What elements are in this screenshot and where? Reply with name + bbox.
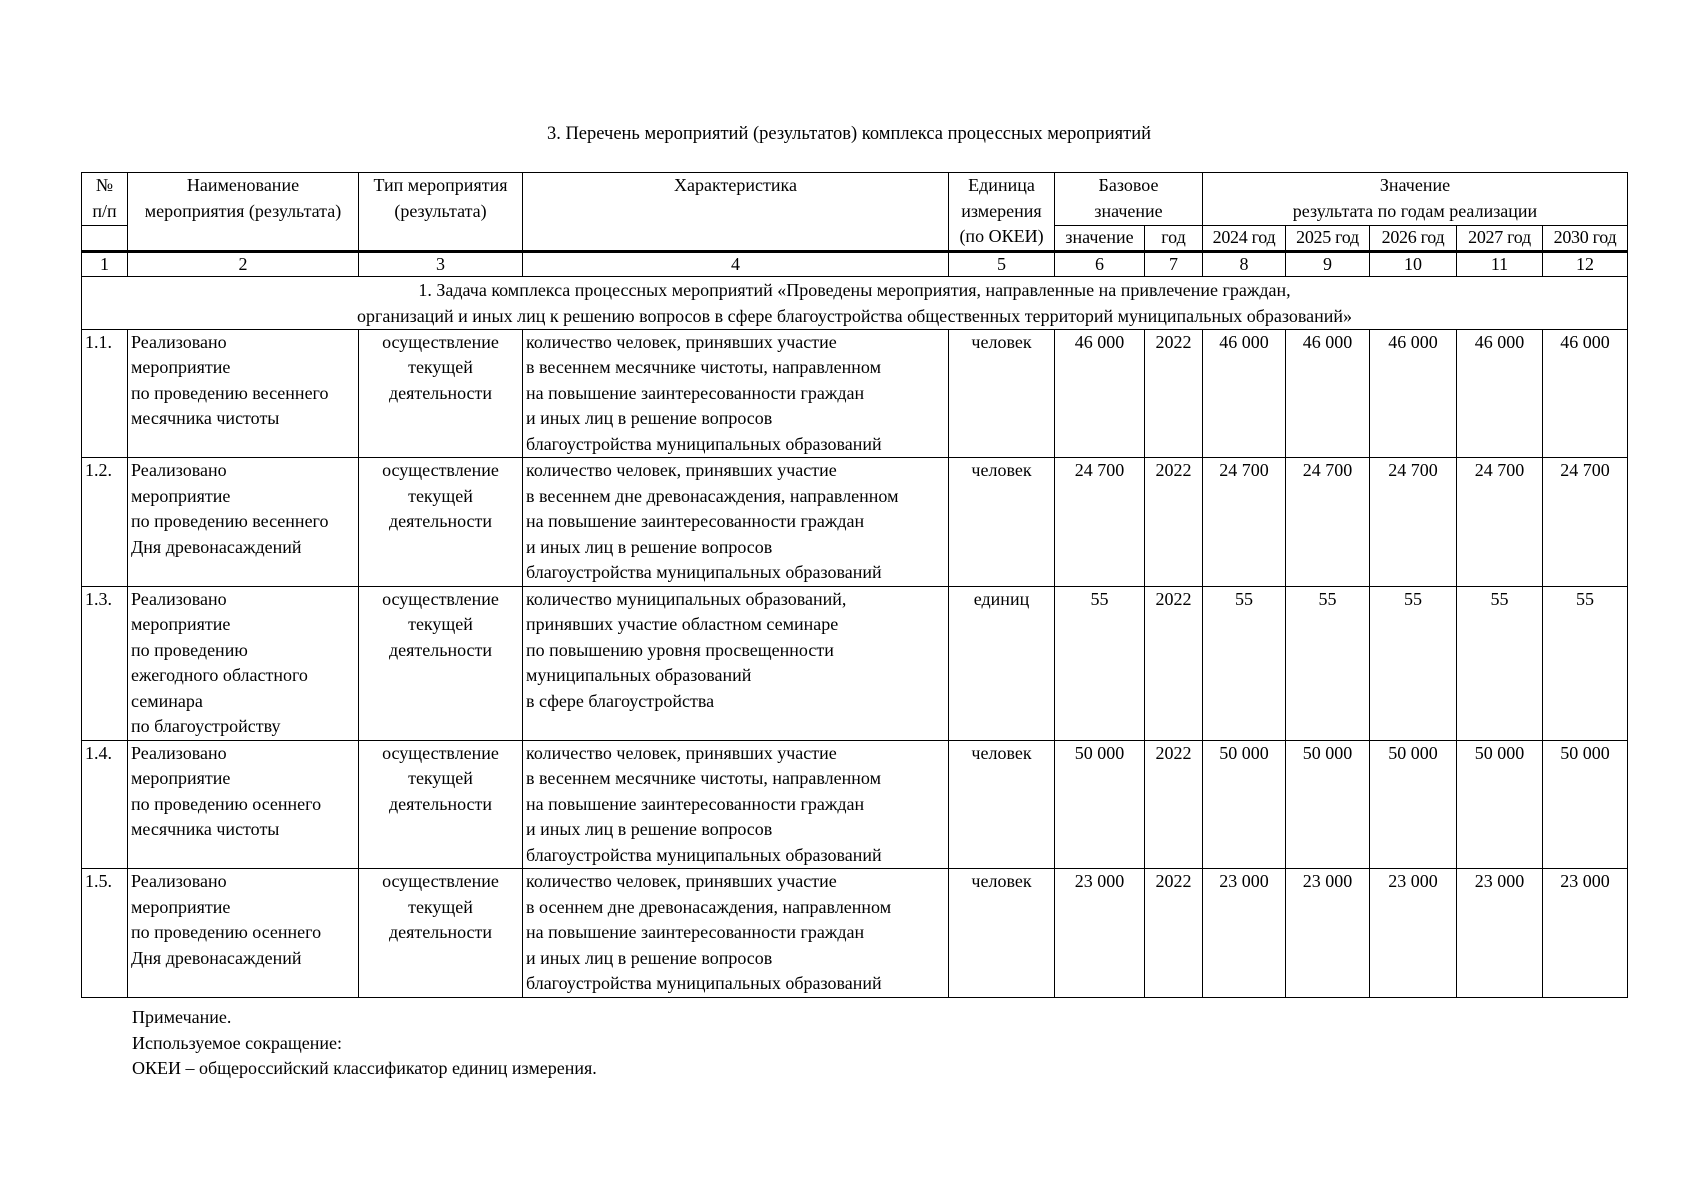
table-row bbox=[82, 740, 1628, 869]
row-value-2030: 46 000 bbox=[1543, 329, 1628, 458]
row-type: осуществление текущей деятельности bbox=[359, 329, 523, 458]
row-base-value: 50 000 bbox=[1055, 740, 1145, 869]
row-name: Реализовано мероприятие по проведению ежегодного областного семинара по благоустройству bbox=[128, 586, 359, 740]
row-base-year: 2022 bbox=[1145, 329, 1203, 458]
activities-table bbox=[81, 172, 1628, 998]
row-no: 1.2. bbox=[82, 458, 128, 587]
row-value-2024: 46 000 bbox=[1203, 329, 1286, 458]
row-value-2025: 55 bbox=[1286, 586, 1370, 740]
note-heading: Примечание. bbox=[132, 1007, 232, 1027]
row-value-2024: 55 bbox=[1203, 586, 1286, 740]
column-number: 10 bbox=[1370, 251, 1457, 276]
row-value-2030: 50 000 bbox=[1543, 740, 1628, 869]
page-title: 3. Перечень мероприятий (результатов) комплекса процессных мероприятий bbox=[546, 124, 1152, 144]
row-type: осуществление текущей деятельности bbox=[359, 740, 523, 869]
column-number: 4 bbox=[523, 251, 949, 276]
row-unit: человек bbox=[949, 329, 1055, 458]
row-value-2024: 50 000 bbox=[1203, 740, 1286, 869]
table-header bbox=[82, 173, 1628, 252]
row-no: 1.3. bbox=[82, 586, 128, 740]
row-characteristic: количество человек, принявших участие в весеннем дне древонасаждения, направленном на повышение заинтересованности граждан и иных лиц в решение вопросов благоустройства муниципальных образований bbox=[523, 458, 949, 587]
column-number: 11 bbox=[1457, 251, 1543, 276]
row-value-2030: 24 700 bbox=[1543, 458, 1628, 587]
column-number-row bbox=[82, 251, 1628, 276]
header-unit: Единица измерения (по ОКЕИ) bbox=[949, 173, 1055, 252]
row-base-year: 2022 bbox=[1145, 869, 1203, 998]
column-number: 1 bbox=[82, 251, 128, 276]
row-value-2025: 23 000 bbox=[1286, 869, 1370, 998]
row-no: 1.1. bbox=[82, 329, 128, 458]
row-base-year: 2022 bbox=[1145, 740, 1203, 869]
column-number: 2 bbox=[128, 251, 359, 276]
row-name: Реализовано мероприятие по проведению осеннего месячника чистоты bbox=[128, 740, 359, 869]
row-value-2024: 23 000 bbox=[1203, 869, 1286, 998]
row-unit: единиц bbox=[949, 586, 1055, 740]
row-value-2025: 50 000 bbox=[1286, 740, 1370, 869]
header-year-2027: 2027 год bbox=[1457, 226, 1543, 252]
row-no: 1.4. bbox=[82, 740, 128, 869]
row-characteristic: количество человек, принявших участие в весеннем месячнике чистоты, направленном на повышение заинтересованности граждан и иных лиц в решение вопросов благоустройства муниципальных образований bbox=[523, 740, 949, 869]
header-year-2030: 2030 год bbox=[1543, 226, 1628, 252]
row-characteristic: количество человек, принявших участие в весеннем месячнике чистоты, направленном на повышение заинтересованности граждан и иных лиц в решение вопросов благоустройства муниципальных образований bbox=[523, 329, 949, 458]
header-year-2026: 2026 год bbox=[1370, 226, 1457, 252]
row-base-value: 55 bbox=[1055, 586, 1145, 740]
column-number: 3 bbox=[359, 251, 523, 276]
header-year-2025: 2025 год bbox=[1286, 226, 1370, 252]
column-number: 8 bbox=[1203, 251, 1286, 276]
row-value-2026: 46 000 bbox=[1370, 329, 1457, 458]
row-value-2024: 24 700 bbox=[1203, 458, 1286, 587]
column-number: 12 bbox=[1543, 251, 1628, 276]
row-value-2026: 24 700 bbox=[1370, 458, 1457, 587]
column-number: 6 bbox=[1055, 251, 1145, 276]
table-row bbox=[82, 586, 1628, 740]
header-base: Базовое значение bbox=[1055, 173, 1203, 226]
row-base-value: 23 000 bbox=[1055, 869, 1145, 998]
row-name: Реализовано мероприятие по проведению весеннего месячника чистоты bbox=[128, 329, 359, 458]
row-value-2027: 23 000 bbox=[1457, 869, 1543, 998]
header-characteristic: Характеристика bbox=[523, 173, 949, 252]
row-base-value: 24 700 bbox=[1055, 458, 1145, 587]
row-unit: человек bbox=[949, 740, 1055, 869]
row-value-2027: 46 000 bbox=[1457, 329, 1543, 458]
header-year-2024: 2024 год bbox=[1203, 226, 1286, 252]
column-number: 7 bbox=[1145, 251, 1203, 276]
row-base-year: 2022 bbox=[1145, 586, 1203, 740]
row-unit: человек bbox=[949, 458, 1055, 587]
row-value-2030: 23 000 bbox=[1543, 869, 1628, 998]
task-title: 1. Задача комплекса процессных мероприятий «Проведены мероприятия, направленные на привлечение граждан, организаций и иных лиц к решению вопросов в сфере благоустройства общественных территорий муниципальных образований» bbox=[82, 276, 1628, 329]
row-characteristic: количество муниципальных образований, принявших участие областном семинаре по повышению уровня просвещенности муниципальных образований в сфере благоустройства bbox=[523, 586, 949, 740]
row-type: осуществление текущей деятельности bbox=[359, 586, 523, 740]
footnote bbox=[132, 1005, 597, 1082]
row-base-year: 2022 bbox=[1145, 458, 1203, 587]
column-number: 9 bbox=[1286, 251, 1370, 276]
row-base-value: 46 000 bbox=[1055, 329, 1145, 458]
row-type: осуществление текущей деятельности bbox=[359, 869, 523, 998]
header-no: № п/п bbox=[82, 173, 128, 226]
task-row bbox=[82, 276, 1628, 329]
row-value-2026: 50 000 bbox=[1370, 740, 1457, 869]
header-value: Значение результата по годам реализации bbox=[1203, 173, 1628, 226]
row-name: Реализовано мероприятие по проведению осеннего Дня древонасаждений bbox=[128, 869, 359, 998]
note-line: Используемое сокращение: bbox=[132, 1032, 342, 1053]
row-no: 1.5. bbox=[82, 869, 128, 998]
row-value-2025: 46 000 bbox=[1286, 329, 1370, 458]
row-characteristic: количество человек, принявших участие в осеннем дне древонасаждения, направленном на повышение заинтересованности граждан и иных лиц в решение вопросов благоустройства муниципальных образований bbox=[523, 869, 949, 998]
row-value-2030: 55 bbox=[1543, 586, 1628, 740]
row-unit: человек bbox=[949, 869, 1055, 998]
header-name: Наименование мероприятия (результата) bbox=[128, 173, 359, 252]
row-name: Реализовано мероприятие по проведению весеннего Дня древонасаждений bbox=[128, 458, 359, 587]
row-value-2026: 23 000 bbox=[1370, 869, 1457, 998]
header-base-value: значение bbox=[1055, 226, 1145, 252]
header-type: Тип мероприятия (результата) bbox=[359, 173, 523, 252]
table-row bbox=[82, 458, 1628, 587]
row-value-2027: 24 700 bbox=[1457, 458, 1543, 587]
row-value-2027: 55 bbox=[1457, 586, 1543, 740]
row-value-2026: 55 bbox=[1370, 586, 1457, 740]
row-value-2025: 24 700 bbox=[1286, 458, 1370, 587]
note-line: ОКЕИ – общероссийский классификатор единиц измерения. bbox=[132, 1058, 597, 1078]
row-value-2027: 50 000 bbox=[1457, 740, 1543, 869]
header-base-year: год bbox=[1145, 226, 1203, 252]
table-row bbox=[82, 869, 1628, 998]
header-no-cont bbox=[82, 226, 128, 252]
table-row bbox=[82, 329, 1628, 458]
row-type: осуществление текущей деятельности bbox=[359, 458, 523, 587]
column-number: 5 bbox=[949, 251, 1055, 276]
